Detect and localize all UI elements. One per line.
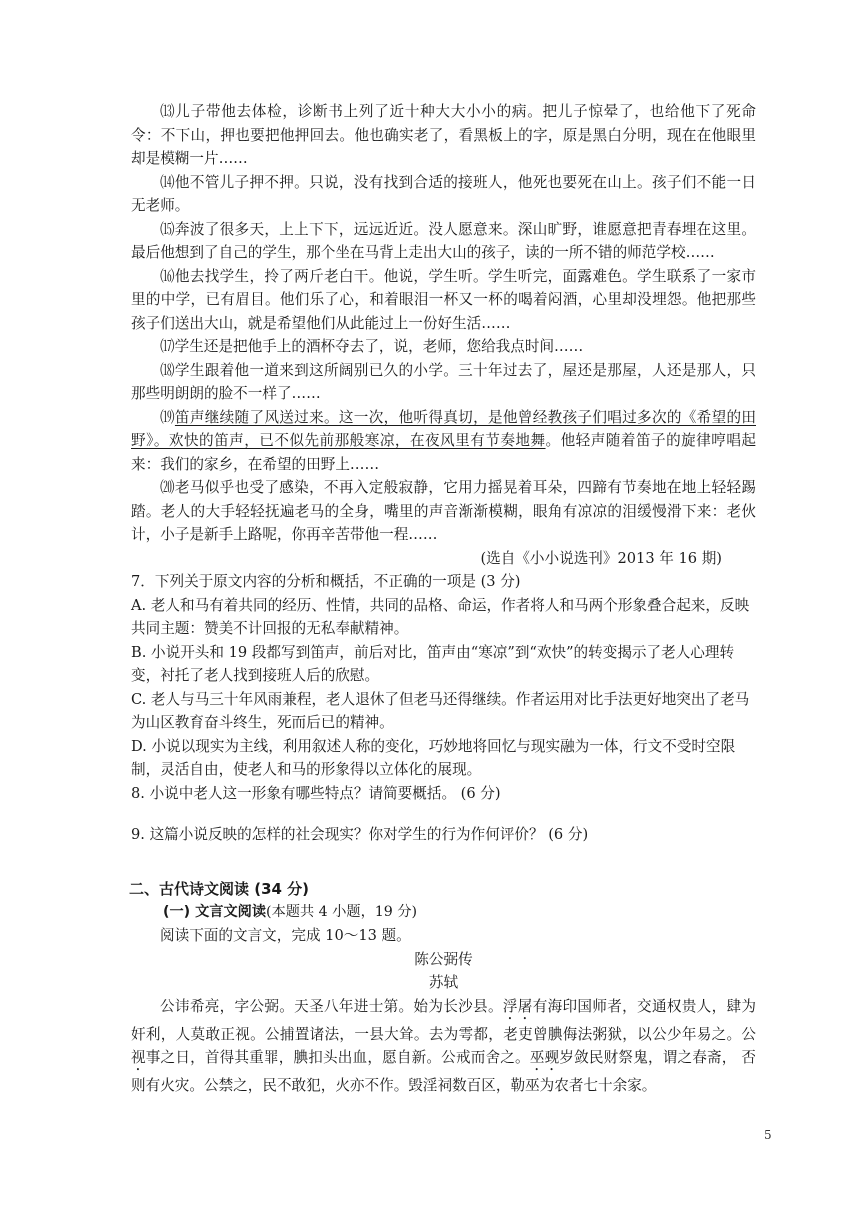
- paragraph-19: [131, 406, 756, 477]
- question-7-option-c: C. 老人与马三十年风雨兼程，老人退休了但老马还得继续。作者运用对比手法更好地突出了老马为山区教育奋斗终生，死而后已的精神。: [131, 690, 750, 731]
- paragraph-15: ⒂奔波了很多天，上上下下，远远近近。没人愿意来。深山旷野，谁愿意把青春埋在这里。最后他想到了自己的学生，那个坐在马背上走出大山的孩子，读的一所不错的师范学校……: [131, 220, 756, 261]
- body-segment-2: 有海印国师者，交通权贵人，肆为奸利，人莫敢正视。公捕置诸法，一县大耸。去为雩都，老吏曾腆侮法粥狱，以公少年易之。公: [131, 997, 756, 1043]
- page-content: [131, 100, 756, 1098]
- dotted-word-wuxi: 巫觋: [529, 1049, 560, 1066]
- paragraph-20: ⒇老马似乎也受了感染，不再入定般寂静，它用力摇晃着耳朵，四蹄有节奏地在地上轻轻踢踏。老人的大手轻轻抚遍老马的全身，嘴里的声音渐渐模糊，眼角有凉凉的泪缓慢滑下来：老伙计，小子是新手上路呢，你再辛苦带他一程……: [131, 479, 756, 543]
- body-segment-3: 事之日，首得其重罪，腆扣头出血，愿自新。公戒而舍之。: [145, 1049, 530, 1066]
- reading-instruction: 阅读下面的文言文，完成 10～13 题。: [160, 927, 411, 944]
- classical-text-author: 苏轼: [428, 974, 459, 991]
- dotted-word-futu: 浮屠: [502, 997, 533, 1015]
- dotted-word-shi: 视: [131, 1049, 146, 1066]
- answer-space-9: [131, 847, 756, 877]
- subsection-heading-note: (本题共 4 小题，19 分): [266, 903, 418, 920]
- paragraph-19-number: ⒆: [160, 408, 175, 426]
- paragraph-16: ⒃他去找学生，拎了两斤老白干。他说，学生听。学生听完，面露难色。学生联系了一家市里的中学，已有眉目。他们乐了心，和着眼泪一杯又一杯的喝着闷酒，心里却没埋怨。他把那些孩子们送出大山，就是希望他们从此能过上一份好生活……: [131, 267, 756, 332]
- body-segment-1: 公讳希亮，字公弼。天圣八年进士第。始为长沙县。: [160, 997, 503, 1015]
- question-7: 7．下列关于原文内容的分析和概括，不正确的一项是 (3 分): [131, 573, 521, 590]
- source-citation: (选自《小小说选刊》2013 年 16 期): [480, 549, 722, 567]
- paragraph-18: ⒅学生跟着他一道来到这所阔别已久的小学。三十年过去了，屋还是那屋，人还是那人，只那些明朗朗的脸不一样了……: [131, 361, 756, 402]
- body-segment-4: 岁敛民财祭鬼，谓之春斋， 否则有火灾。公禁之，民不敢犯，火亦不作。毁淫祠数百区，勒巫为农者七十余家。: [131, 1049, 756, 1094]
- answer-space-8: [131, 805, 756, 823]
- question-7-option-d: D. 小说以现实为主线，利用叙述人称的变化，巧妙地将回忆与现实融为一体，行文不受时空限制，灵活自由，使老人和马的形象得以立体化的展现。: [131, 737, 736, 778]
- subsection-heading-bold: (一) 文言文阅读: [163, 903, 267, 920]
- question-7-option-b: B. 小说开头和 19 段都写到笛声，前后对比，笛声由“寒凉”到“欢快”的转变揭示了老人心理转变，衬托了老人找到接班人后的欣慰。: [131, 643, 735, 684]
- question-7-option-a: A. 老人和马有着共同的经历、性情，共同的品格、命运，作者将人和马两个形象叠合起来，反映共同主题：赞美不计回报的无私奉献精神。: [131, 596, 750, 637]
- paragraph-17: ⒄学生还是把他手上的酒杯夺去了，说，老师，您给我点时间……: [160, 338, 584, 355]
- paragraph-13: ⒀儿子带他去体检，诊断书上列了近十种大大小小的病。把儿子惊晕了，也给他下了死命令：不下山，押也要把他押回去。他也确实老了，看黑板上的字，原是黑白分明，现在在他眼里却是模糊一片……: [131, 103, 756, 167]
- page-number: 5: [764, 1128, 772, 1142]
- underlined-sentence: 笛声继续随了风送过来。这一次，他听得真切，是他曾经教孩子们唱过多次的《希望的田野》。欢快的笛声，已不似先前那般寒凉，在夜风里有节奏地舞: [131, 408, 756, 449]
- classical-text-title: 陈公弼传: [414, 950, 473, 968]
- paragraph-14: ⒁他不管儿子押不押。只说，没有找到合适的接班人，他死也要死在山上。孩子们不能一日无老师。: [131, 173, 756, 214]
- subsection-heading: [131, 901, 756, 925]
- question-8: 8. 小说中老人这一形象有哪些特点？请简要概括。 (6 分): [131, 784, 501, 802]
- classical-text-body: [131, 995, 756, 1098]
- paragraph-19-rest: 。他轻声随着笛子的旋律哼唱起来：我们的家乡，在希望的田野上……: [131, 432, 756, 473]
- question-9: 9. 这篇小说反映的怎样的社会现实？你对学生的行为作何评价？ (6 分): [131, 826, 589, 843]
- section-heading: 二、古代诗文阅读 (34 分): [129, 879, 310, 898]
